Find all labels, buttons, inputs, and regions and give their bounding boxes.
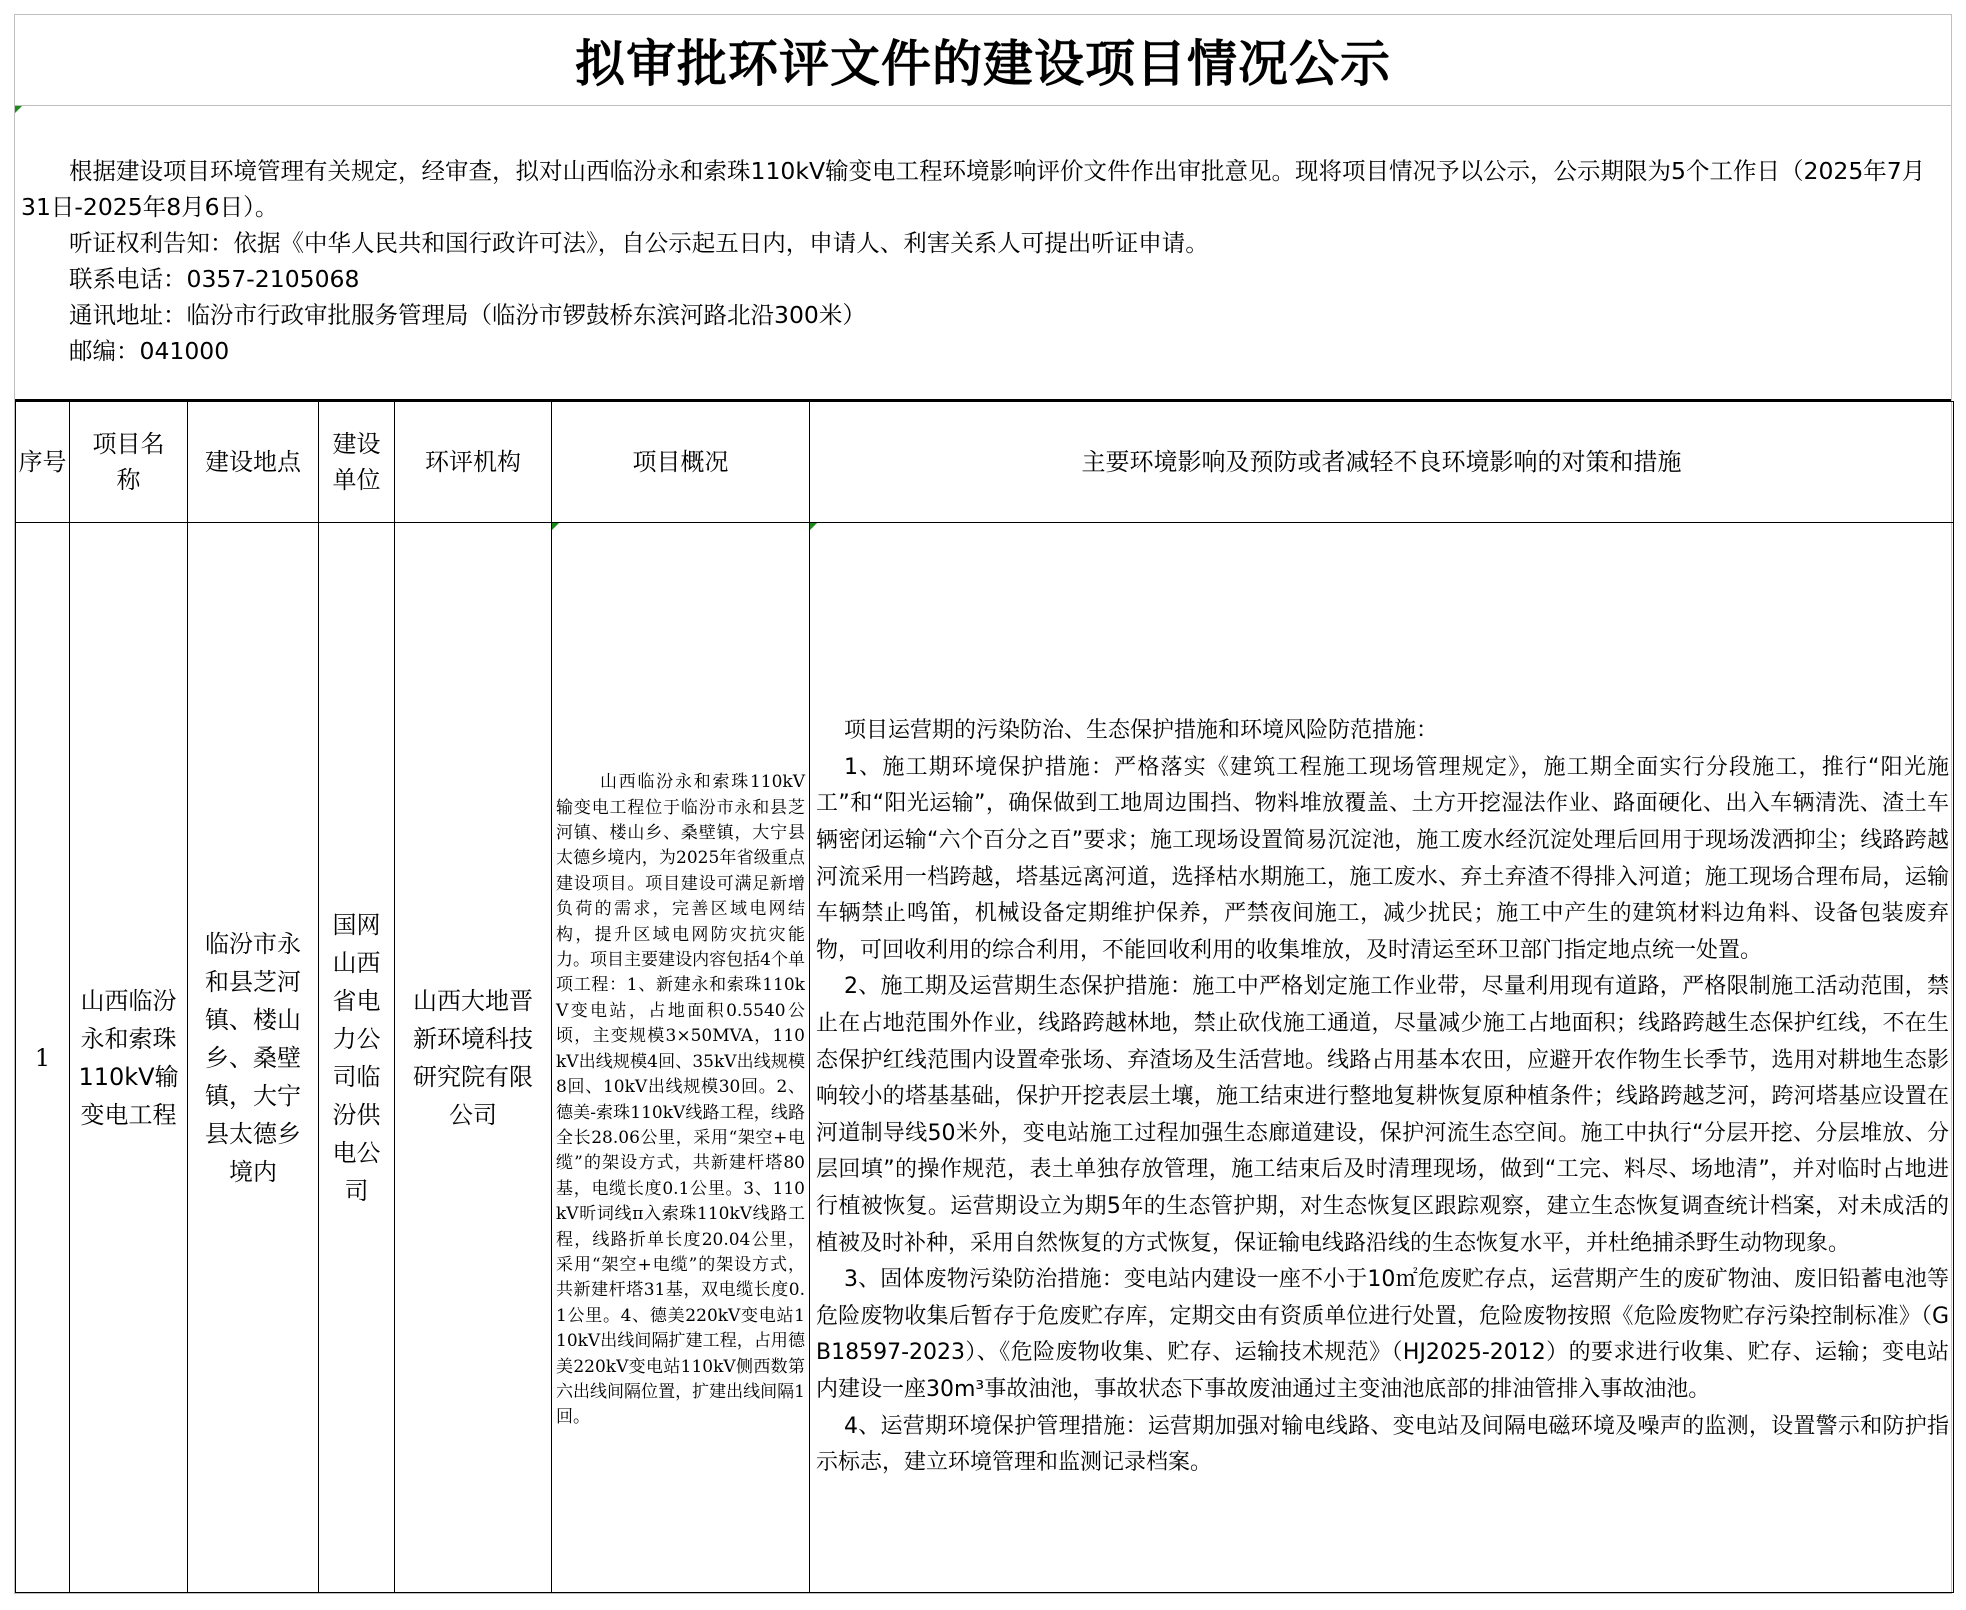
cell-comment-marker xyxy=(552,523,559,530)
page-title: 拟审批环评文件的建设项目情况公示 xyxy=(575,34,1391,93)
measures-lead: 项目运营期的污染防治、生态保护措施和环境风险防范措施： xyxy=(844,718,1439,744)
title-row xyxy=(15,15,1951,106)
intro-paragraph: 根据建设项目环境管理有关规定，经审查，拟对山西临汾永和索珠110kV输变电工程环境影响评价文件作出审批意见。现将项目情况予以公示，公示期限为5个工作日（2025年7月31日-2025年8月6日）。 xyxy=(21,157,1926,221)
contact-address: 通讯地址：临汾市行政审批服务管理局（临汾市锣鼓桥东滨河路北沿300米） xyxy=(69,301,866,329)
header-name: 项目名称 xyxy=(70,402,188,523)
postcode: 邮编：041000 xyxy=(69,337,230,365)
header-overview: 项目概况 xyxy=(552,402,810,523)
cell-comment-marker xyxy=(810,523,817,530)
cell-agency: 山西大地晋新环境科技研究院有限公司 xyxy=(395,523,552,1593)
cell-project-name: 山西临汾永和索珠110kV输变电工程 xyxy=(70,523,188,1593)
cell-measures xyxy=(810,523,1954,1593)
cell-no: 1 xyxy=(16,523,70,1593)
measure-item-2: 2、施工期及运营期生态保护措施：施工中严格划定施工作业带，尽量利用现有道路，严格限制施工活动范围，禁止在占地范围外作业，线路跨越林地，禁止砍伐施工通道，尽量减少施工占地面积；线路跨越生态保护红线，不在生态保护红线范围内设置牵张场、弃渣场及生活营地。线路占用基本农田，应避开农作物生长季节，选用对耕地生态影响较小的塔基基础，保护开挖表层土壤，施工结束进行整地复耕恢复原种植条件；线路跨越芝河，跨河塔基应设置在河道制导线50米外，变电站施工过程加强生态廊道建设，保护河流生态空间。施工中执行“分层开挖、分层堆放、分层回填”的操作规范，表土单独存放管理，施工结束后及时清理现场，做到“工完、料尽、场地清”，并对临时占地进行植被恢复。运营期设立为期5年的生态管护期，对生态恢复区跟踪观察，建立生态恢复调查统计档案，对未成活的植被及时补种，采用自然恢复的方式恢复，保证输电线路沿线的生态恢复水平，并杜绝捕杀野生动物现象。 xyxy=(816,974,1949,1256)
cell-overview xyxy=(552,523,810,1593)
notice-sheet xyxy=(14,14,1952,1594)
cell-location: 临汾市永和县芝河镇、楼山乡、桑壁镇，大宁县太德乡境内 xyxy=(188,523,319,1593)
header-unit: 建设单位 xyxy=(319,402,395,523)
project-table xyxy=(15,401,1954,1593)
measure-item-4: 4、运营期环境保护管理措施：运营期加强对输电线路、变电站及间隔电磁环境及噪声的监测，设置警示和防护指示标志，建立环境管理和监测记录档案。 xyxy=(816,1413,1949,1476)
hearing-notice: 听证权利告知：依据《中华人民共和国行政许可法》，自公示起五日内，申请人、利害关系人可提出听证申请。 xyxy=(69,229,1209,257)
contact-phone: 联系电话：0357-2105068 xyxy=(69,265,360,293)
table-header-row xyxy=(16,402,1954,523)
header-agency: 环评机构 xyxy=(395,402,552,523)
measures-text xyxy=(816,713,1949,1481)
header-measures: 主要环境影响及预防或者减轻不良环境影响的对策和措施 xyxy=(810,402,1954,523)
table-row xyxy=(16,523,1954,1593)
cell-unit: 国网山西省电力公司临汾供电公司 xyxy=(319,523,395,1593)
header-location: 建设地点 xyxy=(188,402,319,523)
header-no: 序号 xyxy=(16,402,70,523)
overview-text: 山西临汾永和索珠110kV输变电工程位于临汾市永和县芝河镇、楼山乡、桑壁镇，大宁县太德乡境内，为2025年省级重点建设项目。项目建设可满足新增负荷的需求，完善区域电网结构，提升区域电网防灾抗灾能力。项目主要建设内容包括4个单项工程：1、新建永和索珠110kV变电站，占地面积0.5540公顷，主变规模3×50MVA，110kV出线规模4回、35kV出线规模8回、10kV出线规模30回。2、德美-索珠110kV线路工程，线路全长28.06公里，采用“架空+电缆”的架设方式，共新建杆塔80基，电缆长度0.1公里。3、110kV昕词线π入索珠110kV线路工程，线路折单长度20.04公里，采用“架空+电缆”的架设方式，共新建杆塔31基，双电缆长度0.1公里。4、德美220kV变电站110kV出线间隔扩建工程，占用德美220kV变电站110kV侧西数第六出线间隔位置，扩建出线间隔1回。 xyxy=(556,772,805,1428)
measure-item-1: 1、施工期环境保护措施：严格落实《建筑工程施工现场管理规定》，施工期全面实行分段施工，推行“阳光施工”和“阳光运输”，确保做到工地周边围挡、物料堆放覆盖、土方开挖湿法作业、路面硬化、出入车辆清洗、渣土车辆密闭运输“六个百分之百”要求；施工现场设置简易沉淀池，施工废水经沉淀处理后回用于现场泼洒抑尘；线路跨越河流采用一档跨越，塔基远离河道，选择枯水期施工，施工废水、弃土弃渣不得排入河道；施工现场合理布局，运输车辆禁止鸣笛，机械设备定期维护保养，严禁夜间施工，减少扰民；施工中产生的建筑材料边角料、设备包装废弃物，可回收利用的综合利用，不能回收利用的收集堆放，及时清运至环卫部门指定地点统一处置。 xyxy=(816,754,1949,963)
measure-item-3: 3、固体废物污染防治措施：变电站内建设一座不小于10㎡危废贮存点，运营期产生的废矿物油、废旧铅蓄电池等危险废物收集后暂存于危废贮存库，定期交由有资质单位进行处置，危险废物按照《危险废物贮存污染控制标准》（GB18597-2023）、《危险废物收集、贮存、运输技术规范》（HJ2025-2012）的要求进行收集、贮存、运输；变电站内建设一座30m³事故油池，事故状态下事故废油通过主变油池底部的排油管排入事故油池。 xyxy=(816,1267,1949,1402)
intro-block xyxy=(15,105,1951,401)
